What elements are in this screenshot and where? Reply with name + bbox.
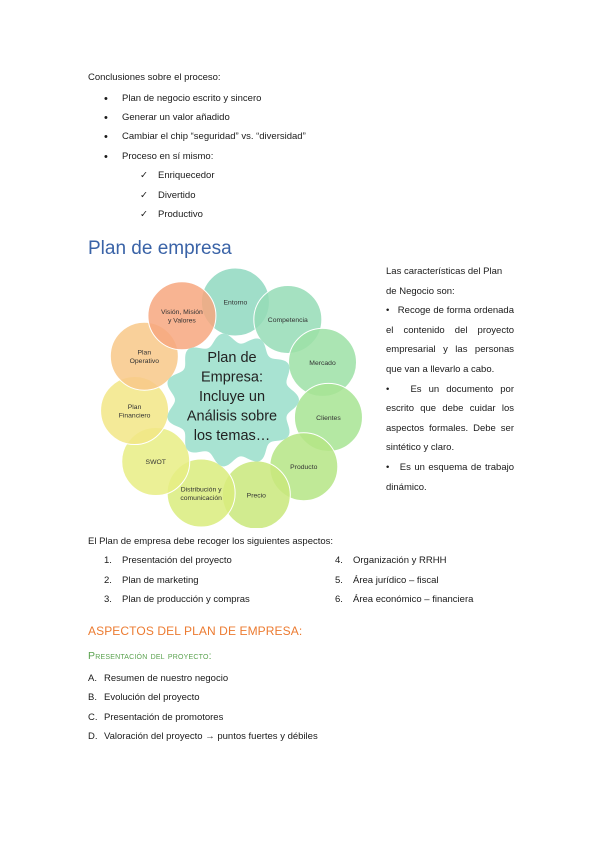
- list-item: Área jurídico – fiscal: [353, 575, 439, 586]
- list-letter: A.: [88, 673, 97, 684]
- bullet-icon: •: [104, 131, 108, 143]
- list-letter: B.: [88, 692, 97, 703]
- caracteristica-item: • Es un documento por escrito que debe cuidar los aspectos formales. Debe ser sintético y claro.: [386, 383, 514, 454]
- checkmark-icon: ✓: [140, 190, 148, 201]
- bullet-icon: •: [104, 151, 108, 163]
- caracteristicas-column: [386, 262, 514, 497]
- plan-empresa-diagram: [100, 266, 366, 528]
- caracteristicas-intro: Las características del Plan de Negocio son:: [386, 266, 503, 297]
- list-item: Generar un valor añadido: [122, 112, 230, 123]
- subheading-presentacion: Presentación del proyecto:: [88, 650, 212, 662]
- list-number: 2.: [104, 575, 112, 586]
- list-item: Resumen de nuestro negocio: [104, 673, 229, 684]
- diagram-node-label: Financiero: [118, 412, 151, 420]
- list-letter: C.: [88, 712, 98, 723]
- diagram-node-label: Visión, Misión: [161, 309, 203, 317]
- diagram-node-label: Distribución y: [180, 486, 222, 494]
- diagram-node-label: SWOT: [145, 459, 166, 467]
- caracteristica-item: • Es un esquema de trabajo dinámico.: [386, 461, 515, 493]
- checkmark-icon: ✓: [140, 170, 148, 181]
- section-heading-plan-empresa: Plan de empresa: [88, 238, 232, 259]
- list-item: Presentación del proyecto: [122, 555, 232, 566]
- diagram-center-label: Análisis sobre: [186, 408, 278, 425]
- diagram-center-label: los temas…: [193, 428, 271, 444]
- list-item: Área económico – financiera: [353, 594, 474, 605]
- diagram-node-label: y Valores: [168, 317, 196, 325]
- sub-list-item: Divertido: [158, 190, 196, 201]
- list-number: 6.: [335, 594, 343, 605]
- list-number: 3.: [104, 594, 112, 605]
- diagram-node-label: Plan: [137, 349, 152, 357]
- sub-list-item: Productivo: [158, 209, 203, 220]
- list-letter: D.: [88, 731, 98, 742]
- bullet-icon: •: [386, 383, 390, 395]
- list-item: Evolución del proyecto: [104, 692, 200, 703]
- list-item: Valoración del proyecto → puntos fuertes y débiles: [104, 731, 318, 742]
- list-item: Proceso en sí mismo:: [122, 151, 214, 162]
- list-item: Organización y RRHH: [353, 555, 447, 566]
- diagram-center-label: Plan de: [207, 350, 257, 366]
- bullet-icon: •: [386, 461, 390, 473]
- diagram-center-label: Empresa:: [200, 369, 264, 386]
- conclusiones-title: Conclusiones sobre el proceso:: [88, 72, 221, 83]
- diagram-node-label: Competencia: [267, 316, 308, 324]
- list-number: 4.: [335, 555, 343, 566]
- diagram-node-label: comunicación: [180, 494, 222, 502]
- list-item: Cambiar el chip “seguridad” vs. “diversidad”: [122, 131, 306, 142]
- section-heading-aspectos: ASPECTOS DEL PLAN DE EMPRESA:: [88, 624, 303, 638]
- bullet-icon: •: [104, 93, 108, 105]
- list-item: Plan de marketing: [122, 575, 199, 586]
- diagram-svg: [100, 266, 366, 528]
- diagram-node-label: Precio: [246, 492, 266, 500]
- diagram-node-label: Operativo: [129, 357, 160, 365]
- list-item: Presentación de promotores: [104, 712, 224, 723]
- list-item: Plan de negocio escrito y sincero: [122, 93, 262, 104]
- list-item: Plan de producción y compras: [122, 594, 250, 605]
- diagram-node-label: Mercado: [309, 359, 336, 367]
- caracteristica-item: • Recoge de forma ordenada el contenido del proyecto empresarial y las personas que van a llevarlo a cabo.: [386, 305, 514, 375]
- diagram-node-label: Clientes: [316, 414, 341, 422]
- diagram-node-label: Plan: [127, 403, 142, 411]
- bullet-icon: •: [386, 305, 390, 317]
- sub-list-item: Enriquecedor: [158, 170, 215, 181]
- list-number: 5.: [335, 575, 343, 586]
- diagram-node-label: Producto: [290, 464, 318, 472]
- diagram-node-label: Entorno: [223, 299, 248, 307]
- aspectos-intro: El Plan de empresa debe recoger los siguientes aspectos:: [88, 536, 334, 547]
- list-number: 1.: [104, 555, 112, 566]
- checkmark-icon: ✓: [140, 209, 148, 220]
- diagram-center-label: Incluye un: [198, 389, 266, 405]
- bullet-icon: •: [104, 112, 108, 124]
